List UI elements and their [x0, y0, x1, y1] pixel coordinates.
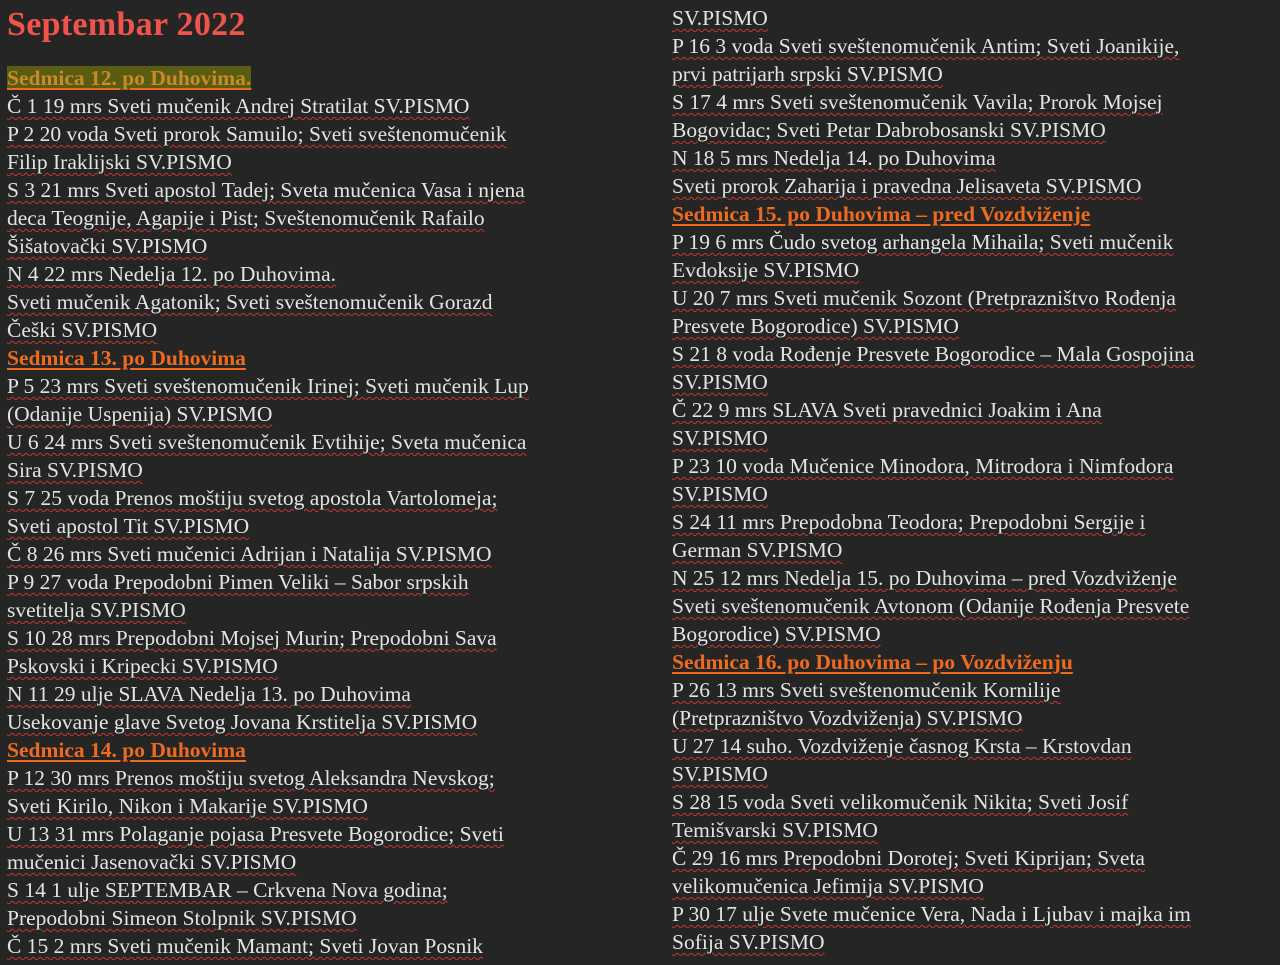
week-heading — [7, 344, 647, 372]
day-entry-text: SV.PISMO — [672, 6, 768, 30]
day-entry-text: SV.PISMO — [672, 482, 768, 506]
day-entry-text: mučenici Jasenovački SV.PISMO — [7, 850, 297, 874]
day-entry-text: S 10 28 mrs Prepodobni Mojsej Murin; Prepodobni Sava — [7, 626, 497, 650]
day-entry-line — [7, 904, 647, 932]
day-entry-text: U 6 24 mrs Sveti sveštenomučenik Evtihije; Sveta mučenica — [7, 430, 527, 454]
day-entry-line — [672, 620, 1277, 648]
day-entry-line — [7, 232, 647, 260]
day-entry-text: Šišatovački SV.PISMO — [7, 234, 208, 258]
day-entry-text: P 9 27 voda Prepodobni Pimen Veliki – Sabor srpskih — [7, 570, 469, 594]
day-entry-text: S 17 4 mrs Sveti sveštenomučenik Vavila; Prorok Mojsej — [672, 90, 1163, 114]
day-entry-text: P 19 6 mrs Čudo svetog arhangela Mihaila; Sveti mučenik — [672, 230, 1174, 254]
day-entry-text: Prepodobni Simeon Stolpnik SV.PISMO — [7, 906, 357, 930]
day-entry-text: N 11 29 ulje SLAVA Nedelja 13. po Duhovima — [7, 682, 411, 706]
day-entry-text: U 20 7 mrs Sveti mučenik Sozont (Pretprazništvo Rođenja — [672, 286, 1176, 310]
day-entry-line — [7, 764, 647, 792]
day-entry-text: Č 15 2 mrs Sveti mučenik Mamant; Sveti Jovan Posnik — [7, 934, 483, 958]
day-entry-line — [672, 788, 1277, 816]
day-entry-text: Bogovidac; Sveti Petar Dabrobosanski SV.PISMO — [672, 118, 1106, 142]
day-entry-line — [672, 508, 1277, 536]
right-entries — [672, 4, 1277, 956]
day-entry-line — [7, 316, 647, 344]
day-entry-line — [672, 900, 1277, 928]
day-entry-text: P 5 23 mrs Sveti sveštenomučenik Irinej; Sveti mučenik Lup — [7, 374, 529, 398]
day-entry-line — [672, 872, 1277, 900]
day-entry-text: N 4 22 mrs Nedelja 12. po Duhovima. — [7, 262, 337, 286]
day-entry-line — [672, 60, 1277, 88]
day-entry-line — [672, 340, 1277, 368]
day-entry-text: SV.PISMO — [672, 370, 768, 394]
left-entries — [7, 64, 647, 960]
day-entry-line — [672, 760, 1277, 788]
day-entry-line — [672, 704, 1277, 732]
week-heading-text: Sedmica 14. po Duhovima — [7, 738, 246, 762]
day-entry-line — [672, 284, 1277, 312]
day-entry-text: N 25 12 mrs Nedelja 15. po Duhovima – pred Vozdviženje — [672, 566, 1177, 590]
day-entry-line — [672, 88, 1277, 116]
day-entry-text: Evdoksije SV.PISMO — [672, 258, 860, 282]
day-entry-line — [7, 204, 647, 232]
day-entry-text: N 18 5 mrs Nedelja 14. po Duhovima — [672, 146, 996, 170]
day-entry-line — [7, 176, 647, 204]
day-entry-text: Temišvarski SV.PISMO — [672, 818, 878, 842]
day-entry-text: S 28 15 voda Sveti velikomučenik Nikita; Sveti Josif — [672, 790, 1129, 814]
day-entry-line — [7, 540, 647, 568]
day-entry-text: Sveti prorok Zaharija i pravedna Jelisaveta SV.PISMO — [672, 174, 1142, 198]
day-entry-line — [672, 32, 1277, 60]
right-column — [672, 0, 1277, 956]
day-entry-line — [672, 228, 1277, 256]
day-entry-text: U 13 31 mrs Polaganje pojasa Presvete Bogorodice; Sveti — [7, 822, 504, 846]
day-entry-line — [7, 400, 647, 428]
day-entry-text: U 27 14 suho. Vozdviženje časnog Krsta – Krstovdan — [672, 734, 1132, 758]
day-entry-text: (Odanije Uspenija) SV.PISMO — [7, 402, 273, 426]
day-entry-text: S 14 1 ulje SEPTEMBAR – Crkvena Nova godina; — [7, 878, 448, 902]
day-entry-line — [7, 372, 647, 400]
page-title: Septembar 2022 — [7, 6, 246, 43]
day-entry-text: P 23 10 voda Mučenice Minodora, Mitrodora i Nimfodora — [672, 454, 1174, 478]
day-entry-line — [672, 4, 1277, 32]
day-entry-line — [672, 676, 1277, 704]
day-entry-line — [7, 92, 647, 120]
day-entry-line — [7, 820, 647, 848]
day-entry-line — [7, 456, 647, 484]
day-entry-line — [7, 568, 647, 596]
day-entry-text: S 7 25 voda Prenos moštiju svetog apostola Vartolomeja; — [7, 486, 498, 510]
day-entry-text: German SV.PISMO — [672, 538, 843, 562]
day-entry-line — [672, 256, 1277, 284]
day-entry-line — [672, 396, 1277, 424]
day-entry-text: Bogorodice) SV.PISMO — [672, 622, 881, 646]
day-entry-line — [7, 260, 647, 288]
day-entry-text: P 26 13 mrs Sveti sveštenomučenik Kornilije — [672, 678, 1061, 702]
left-column — [7, 0, 647, 960]
day-entry-line — [7, 876, 647, 904]
day-entry-text: SV.PISMO — [672, 426, 768, 450]
day-entry-line — [7, 708, 647, 736]
day-entry-text: SV.PISMO — [672, 762, 768, 786]
week-heading — [672, 200, 1277, 228]
day-entry-line — [672, 144, 1277, 172]
day-entry-text: P 12 30 mrs Prenos moštiju svetog Aleksandra Nevskog; — [7, 766, 495, 790]
day-entry-text: P 16 3 voda Sveti sveštenomučenik Antim; Sveti Joanikije, — [672, 34, 1180, 58]
day-entry-line — [7, 792, 647, 820]
day-entry-text: Sveti Kirilo, Nikon i Makarije SV.PISMO — [7, 794, 368, 818]
week-heading-text: Sedmica 16. po Duhovima – po Vozdviženju — [672, 650, 1073, 674]
day-entry-line — [7, 932, 647, 960]
day-entry-line — [7, 484, 647, 512]
day-entry-line — [7, 652, 647, 680]
day-entry-text: Č 22 9 mrs SLAVA Sveti pravednici Joakim i Ana — [672, 398, 1102, 422]
day-entry-text: Sveti apostol Tit SV.PISMO — [7, 514, 250, 538]
day-entry-line — [7, 596, 647, 624]
day-entry-text: Usekovanje glave Svetog Jovana Krstitelja SV.PISMO — [7, 710, 478, 734]
week-heading — [7, 736, 647, 764]
day-entry-text: prvi patrijarh srpski SV.PISMO — [672, 62, 943, 86]
day-entry-text: Sveti sveštenomučenik Avtonom (Odanije Rođenja Presvete — [672, 594, 1190, 618]
day-entry-text: Sofija SV.PISMO — [672, 930, 825, 954]
day-entry-text: Sira SV.PISMO — [7, 458, 143, 482]
day-entry-text: Češki SV.PISMO — [7, 318, 158, 342]
day-entry-line — [7, 288, 647, 316]
day-entry-line — [7, 428, 647, 456]
day-entry-text: Presvete Bogorodice) SV.PISMO — [672, 314, 959, 338]
day-entry-text: svetitelja SV.PISMO — [7, 598, 186, 622]
day-entry-text: Č 1 19 mrs Sveti mučenik Andrej Stratilat SV.PISMO — [7, 94, 470, 118]
week-heading — [672, 648, 1277, 676]
day-entry-text: Č 29 16 mrs Prepodobni Dorotej; Sveti Kiprijan; Sveta — [672, 846, 1145, 870]
day-entry-text: S 24 11 mrs Prepodobna Teodora; Prepodobni Sergije i — [672, 510, 1146, 534]
day-entry-line — [672, 592, 1277, 620]
week-heading-text: Sedmica 15. po Duhovima – pred Vozdviženje — [672, 202, 1091, 226]
week-heading-text: Sedmica 12. po Duhovima. — [7, 66, 252, 90]
day-entry-line — [7, 680, 647, 708]
day-entry-line — [7, 120, 647, 148]
day-entry-text: Pskovski i Kripecki SV.PISMO — [7, 654, 278, 678]
day-entry-text: P 30 17 ulje Svete mučenice Vera, Nada i Ljubav i majka im — [672, 902, 1191, 926]
day-entry-line — [672, 368, 1277, 396]
day-entry-line — [672, 732, 1277, 760]
day-entry-line — [672, 172, 1277, 200]
day-entry-text: S 21 8 voda Rođenje Presvete Bogorodice – Mala Gospojina — [672, 342, 1195, 366]
day-entry-text: velikomučenica Jefimija SV.PISMO — [672, 874, 984, 898]
week-heading-text: Sedmica 13. po Duhovima — [7, 346, 246, 370]
day-entry-text: deca Teognije, Agapije i Pist; Sveštenomučenik Rafailo — [7, 206, 485, 230]
day-entry-text: Sveti mučenik Agatonik; Sveti sveštenomučenik Gorazd — [7, 290, 493, 314]
day-entry-text: S 3 21 mrs Sveti apostol Tadej; Sveta mučenica Vasa i njena — [7, 178, 525, 202]
day-entry-line — [7, 624, 647, 652]
day-entry-text: Č 8 26 mrs Sveti mučenici Adrijan i Natalija SV.PISMO — [7, 542, 492, 566]
day-entry-line — [672, 536, 1277, 564]
day-entry-line — [7, 148, 647, 176]
day-entry-line — [672, 480, 1277, 508]
day-entry-line — [672, 844, 1277, 872]
day-entry-line — [672, 564, 1277, 592]
day-entry-line — [672, 312, 1277, 340]
day-entry-line — [672, 116, 1277, 144]
week-heading — [7, 64, 647, 92]
day-entry-text: (Pretprazništvo Vozdviženja) SV.PISMO — [672, 706, 1023, 730]
day-entry-line — [7, 848, 647, 876]
day-entry-text: P 2 20 voda Sveti prorok Samuilo; Sveti sveštenomučenik — [7, 122, 507, 146]
day-entry-line — [672, 816, 1277, 844]
day-entry-text: Filip Iraklijski SV.PISMO — [7, 150, 232, 174]
day-entry-line — [672, 928, 1277, 956]
day-entry-line — [672, 424, 1277, 452]
day-entry-line — [672, 452, 1277, 480]
day-entry-line — [7, 512, 647, 540]
